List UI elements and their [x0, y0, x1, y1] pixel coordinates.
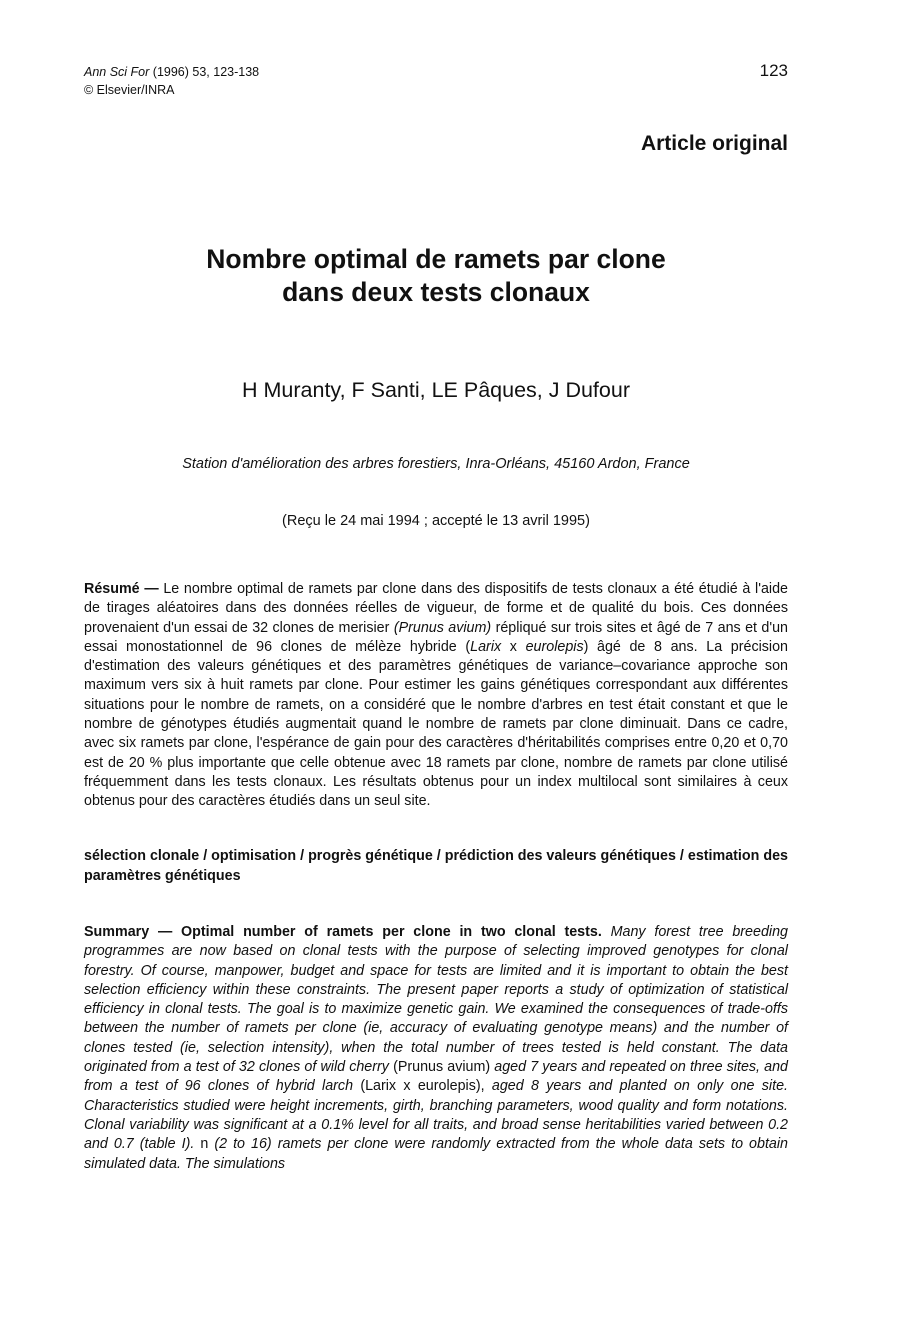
- copyright: © Elsevier/INRA: [84, 83, 175, 97]
- summary-text: aged 7 years and repeated on three sites, and from a test of 96 clones of hybrid larch: [84, 1059, 788, 1095]
- article-title: [84, 243, 788, 309]
- resume-species-2b: eurolepis: [525, 638, 584, 655]
- journal-citation: [84, 63, 259, 99]
- summary-text: (2 to 16) ramets per clone were randomly extracted from the whole data sets to obtain simulated data. The simulations: [84, 1136, 789, 1172]
- summary-text: aged 8 years and planted on only one site. Characteristics studied were height increments, girth, branching parameters, wood quality and form notations. Clonal variability was significant at a 0.1% level for all traits, and broad sense heritabilities varied between 0.2 and 0.7 (table I).: [84, 1078, 789, 1153]
- authors: H Muranty, F Santi, LE Pâques, J Dufour: [242, 378, 630, 402]
- title-line-2: dans deux tests clonaux: [282, 277, 590, 307]
- summary-text: Many forest tree breeding programmes are now based on clonal tests with the purpose of selecting improved genotypes for clonal forestry. Of course, manpower, budget and space for tests are limited and it is important to obtain the best selection efficiency within these constraints. The present paper reports a study of optimization of statistical efficiency in clonal tests. The goal is to maximize genetic gain. We examined the consequences of trade-offs between the number of ramets per clone (ie, accuracy of evaluating genotype means) and the number of clones tested (ie, selection intensity), when the total number of trees tested is held constant. The data originated from a test of 32 clones of wild cherry: [84, 924, 788, 1076]
- resume-label: Résumé —: [84, 581, 159, 597]
- summary-species-2: (Larix x eurolepis),: [360, 1078, 485, 1095]
- summary-species-1: (Prunus avium): [393, 1059, 491, 1076]
- resume-text: ) âgé de 8 ans. La précision d'estimation des valeurs génétiques et des paramètres génétiques de variance–covariance approche son maximum vers six à huit ramets par clone. Pour estimer les gains génétiques correspondant aux différentes situations pour le nombre de ramets, on a considéré que le nombre d'arbres en test était constant et que le nombre de génotypes étudiés augmentait quand le nombre de ramets par clone diminuait. Dans ce cadre, avec six ramets par clone, l'espérance de gain pour des caractères d'héritabilités comprises entre 0,20 et 0,70 est de 20 % plus importante que celle obtenue avec 18 ramets par clone, nombre de ramets par clone utilisé fréquemment dans les tests clonaux. Les résultats obtenus pour un index multilocal sont similaires à ceux obtenus pour des caractères étudiés dans un seul site.: [84, 638, 788, 810]
- resume-abstract: [84, 580, 788, 812]
- summary-label: Summary — Optimal number of ramets per clone in two clonal tests.: [84, 924, 602, 940]
- summary-abstract: [84, 923, 788, 1174]
- journal-volume: (1996) 53, 123-138: [149, 65, 260, 79]
- page-number: 123: [759, 61, 788, 80]
- resume-text: répliqué sur trois sites et âgé de 7 ans et d'un essai monostationnel de 96 clones de mélèze hybride (: [84, 619, 788, 655]
- resume-text: x: [501, 638, 526, 655]
- keywords: sélection clonale / optimisation / progrès génétique / prédiction des valeurs génétiques / estimation des paramètres génétiques: [84, 848, 788, 884]
- summary-variable-n: n: [200, 1136, 209, 1153]
- resume-text: Le nombre optimal de ramets par clone dans des dispositifs de tests clonaux a été étudié à l'aide de tirages aléatoires dans des données réelles de vigueur, de forme et de qualité du bois. Ces données provenaient d'un essai de 32 clones de merisier: [84, 581, 788, 636]
- journal-reference: [84, 63, 259, 81]
- received-dates: (Reçu le 24 mai 1994 ; accepté le 13 avril 1995): [282, 513, 590, 529]
- title-line-1: Nombre optimal de ramets par clone: [206, 244, 666, 274]
- resume-species-2a: Larix: [470, 638, 502, 655]
- affiliation: Station d'amélioration des arbres forestiers, Inra-Orléans, 45160 Ardon, France: [182, 456, 690, 472]
- resume-species-1: (Prunus avium): [393, 619, 492, 636]
- journal-name: Ann Sci For: [84, 65, 150, 79]
- article-type: Article original: [640, 132, 788, 155]
